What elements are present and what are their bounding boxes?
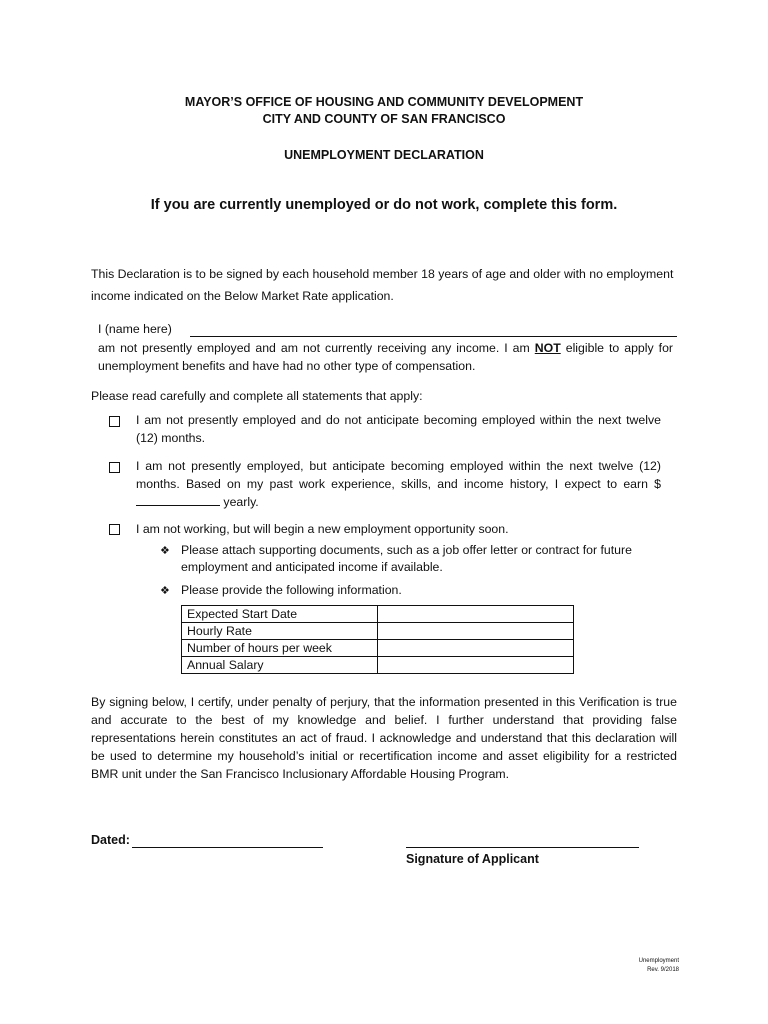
name-statement-text-1: am not presently employed and am not currently receiving any income. I am — [98, 341, 535, 355]
diamond-bullet-icon: ❖ — [160, 545, 170, 557]
not-emphasis: NOT — [534, 341, 561, 355]
dated-label: Dated: — [91, 833, 130, 847]
table-row — [182, 640, 574, 657]
footer-form-name: Unemployment — [638, 958, 679, 964]
table-label: Expected Start Date — [182, 606, 378, 623]
name-input-line[interactable] — [190, 336, 677, 337]
instructions: Please read carefully and complete all statements that apply: — [91, 389, 423, 403]
income-blank[interactable] — [136, 494, 220, 506]
option-1-text: I am not presently employed and do not anticipate becoming employed within the next twelve (12) months. — [136, 413, 661, 445]
table-row — [182, 623, 574, 640]
option-3-text: I am not working, but will begin a new employment opportunity soon. — [136, 522, 509, 536]
table-row — [182, 606, 574, 623]
jurisdiction-heading: CITY AND COUNTY OF SAN FRANCISCO — [262, 112, 506, 126]
footer-revision: Rev. 9/2018 — [647, 967, 679, 973]
option-2-text — [136, 457, 661, 511]
table-label: Number of hours per week — [182, 640, 378, 657]
certification-paragraph: By signing below, I certify, under penalty of perjury, that the information presented in this Verification is true and accurate to the best of my knowledge and belief. I further understand that providing false representations herein constitutes an act of fraud. I acknowledge and understand that this declaration will be used to determine my household’s initial or recertification income and asset eligibility for a restricted BMR unit under the San Francisco Inclusionary Affordable Housing Program. — [91, 695, 677, 781]
table-label: Hourly Rate — [182, 623, 378, 640]
bullet-2-text: Please provide the following information. — [181, 583, 402, 597]
employment-info-table — [181, 605, 574, 674]
date-input-line[interactable] — [132, 847, 323, 848]
bullet-1-text: Please attach supporting documents, such as a job offer letter or contract for future employment and anticipated income if available. — [181, 543, 632, 574]
table-value-cell[interactable] — [378, 623, 574, 640]
checkbox-option-2[interactable] — [109, 462, 120, 473]
lead-instruction: If you are currently unemployed or do not work, complete this form. — [150, 197, 618, 213]
diamond-bullet-icon: ❖ — [160, 585, 170, 597]
name-label: I (name here) — [98, 322, 172, 336]
table-value-cell[interactable] — [378, 657, 574, 674]
table-value-cell[interactable] — [378, 640, 574, 657]
name-statement-text-2: eligible to apply for unemployment benefits and have had no other type of compensation. — [98, 341, 673, 373]
table-label: Annual Salary — [182, 657, 378, 674]
form-title: UNEMPLOYMENT DECLARATION — [284, 148, 484, 162]
table-row — [182, 657, 574, 674]
intro-paragraph: This Declaration is to be signed by each household member 18 years of age and older with no employment income indicated on the Below Market Rate application. — [91, 267, 674, 303]
checkbox-option-3[interactable] — [109, 524, 120, 535]
signature-input-line[interactable] — [406, 847, 639, 848]
checkbox-option-1[interactable] — [109, 416, 120, 427]
option-2-text-1: I am not presently employed, but anticipate becoming employed within the next twelve (12) months. Based on my past work experience, skills, and income history, I expect to earn $ — [136, 459, 661, 491]
office-heading: MAYOR’S OFFICE OF HOUSING AND COMMUNITY DEVELOPMENT — [184, 95, 584, 109]
table-value-cell[interactable] — [378, 606, 574, 623]
option-2-text-2: yearly. — [220, 495, 259, 509]
signature-label: Signature of Applicant — [406, 852, 539, 866]
name-statement — [98, 339, 673, 375]
